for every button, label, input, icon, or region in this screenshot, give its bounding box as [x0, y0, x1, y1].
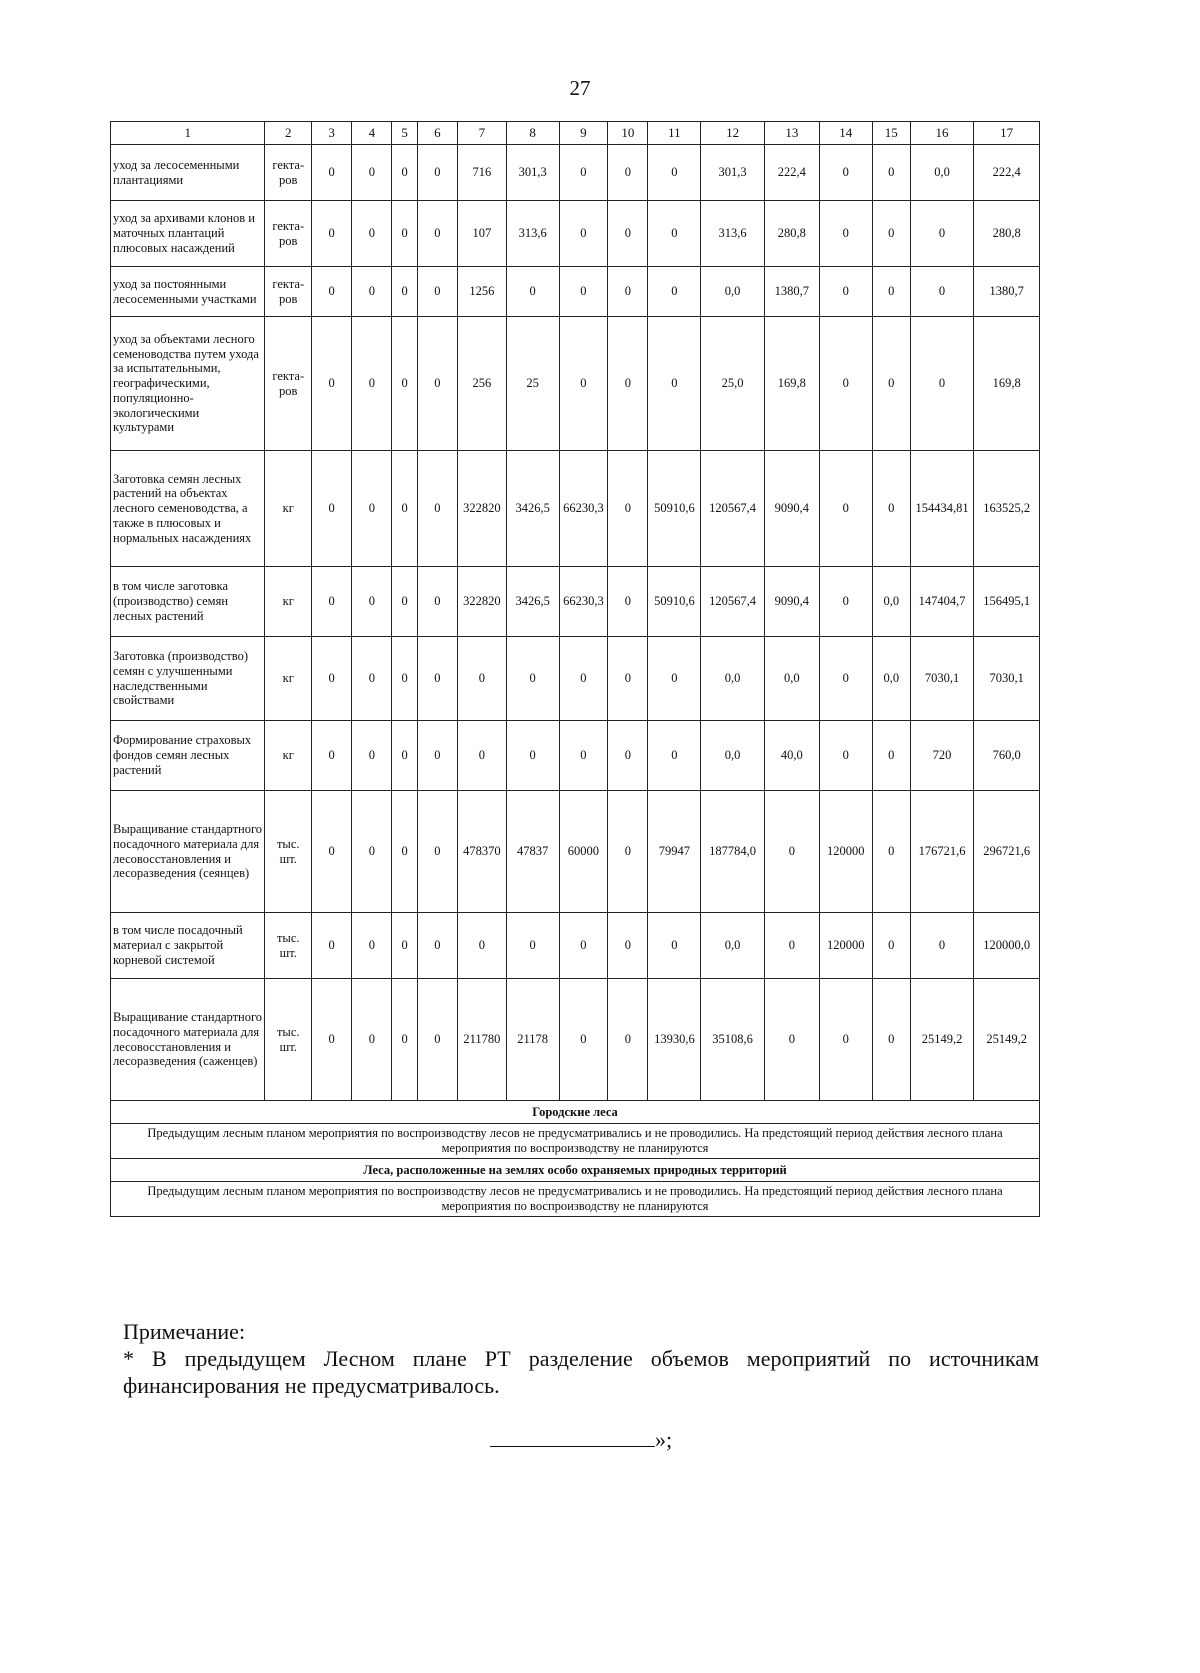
value-cell: 0	[312, 145, 352, 201]
value-cell: 0	[392, 317, 417, 451]
value-cell: 0,0	[872, 637, 910, 721]
value-cell: 222,4	[974, 145, 1040, 201]
header-cell: 17	[974, 122, 1040, 145]
value-cell: 313,6	[701, 201, 764, 267]
section-title-row-urban	[111, 1101, 1040, 1124]
unit-cell: гекта-ров	[265, 267, 312, 317]
unit-cell: тыс. шт.	[265, 979, 312, 1101]
section-note: Предыдущим лесным планом мероприятия по воспроизводству лесов не предусматривались и не проводились. На предстоящий период действия лесного плана мероприятия по воспроизводству не планируются	[111, 1124, 1040, 1159]
closing-mark	[490, 1427, 672, 1453]
value-cell: 0	[648, 721, 701, 791]
value-cell: 0	[648, 201, 701, 267]
value-cell: 0	[506, 913, 559, 979]
value-cell: 0	[458, 721, 507, 791]
value-cell: 0	[417, 721, 457, 791]
header-cell: 16	[910, 122, 973, 145]
value-cell: 50910,6	[648, 567, 701, 637]
table-row	[111, 145, 1040, 201]
value-cell: 35108,6	[701, 979, 764, 1101]
value-cell: 0	[559, 317, 608, 451]
value-cell: 0	[872, 145, 910, 201]
value-cell: 0	[417, 791, 457, 913]
value-cell: 0	[312, 317, 352, 451]
header-cell: 10	[608, 122, 648, 145]
value-cell: 0	[392, 145, 417, 201]
header-cell: 2	[265, 122, 312, 145]
value-cell: 0	[608, 979, 648, 1101]
value-cell: 0	[506, 637, 559, 721]
value-cell: 0	[648, 637, 701, 721]
value-cell: 1380,7	[764, 267, 819, 317]
value-cell: 0	[312, 637, 352, 721]
value-cell: 0	[559, 201, 608, 267]
value-cell: 0	[312, 979, 352, 1101]
header-cell: 4	[352, 122, 392, 145]
value-cell: 760,0	[974, 721, 1040, 791]
reforestation-table	[110, 121, 1040, 1217]
value-cell: 0	[910, 317, 973, 451]
value-cell: 0	[352, 721, 392, 791]
value-cell: 25149,2	[974, 979, 1040, 1101]
value-cell: 716	[458, 145, 507, 201]
value-cell: 3426,5	[506, 567, 559, 637]
value-cell: 0	[872, 451, 910, 567]
activity-name-cell: уход за постоянными лесосеменными участками	[111, 267, 265, 317]
table-header-row	[111, 122, 1040, 145]
value-cell: 0,0	[701, 913, 764, 979]
value-cell: 0	[608, 317, 648, 451]
value-cell: 169,8	[974, 317, 1040, 451]
value-cell: 0	[648, 913, 701, 979]
value-cell: 0,0	[701, 721, 764, 791]
value-cell: 0	[648, 317, 701, 451]
value-cell: 7030,1	[910, 637, 973, 721]
value-cell: 66230,3	[559, 451, 608, 567]
table-row	[111, 451, 1040, 567]
value-cell: 9090,4	[764, 567, 819, 637]
value-cell: 0	[352, 145, 392, 201]
footnote-title: Примечание:	[123, 1319, 246, 1344]
value-cell: 0	[819, 721, 872, 791]
value-cell: 120000	[819, 791, 872, 913]
section-title-row-protected	[111, 1159, 1040, 1182]
header-cell: 11	[648, 122, 701, 145]
value-cell: 60000	[559, 791, 608, 913]
value-cell: 0	[910, 913, 973, 979]
value-cell: 0,0	[764, 637, 819, 721]
value-cell: 0	[608, 201, 648, 267]
closing-quote: »;	[655, 1427, 673, 1452]
value-cell: 0	[819, 979, 872, 1101]
value-cell: 0	[819, 317, 872, 451]
value-cell: 0	[648, 145, 701, 201]
value-cell: 478370	[458, 791, 507, 913]
table-row	[111, 201, 1040, 267]
value-cell: 0	[352, 451, 392, 567]
value-cell: 40,0	[764, 721, 819, 791]
value-cell: 0	[872, 201, 910, 267]
value-cell: 0	[352, 637, 392, 721]
table-row	[111, 267, 1040, 317]
value-cell: 0	[608, 451, 648, 567]
activity-name-cell: Заготовка семян лесных растений на объектах лесного семеноводства, а также в плюсовых и нормальных насаждениях	[111, 451, 265, 567]
value-cell: 322820	[458, 567, 507, 637]
value-cell: 0	[352, 267, 392, 317]
value-cell: 256	[458, 317, 507, 451]
activity-name-cell: Заготовка (производство) семян с улучшенными наследственными свойствами	[111, 637, 265, 721]
activity-name-cell: Выращивание стандартного посадочного материала для лесовосстановления и лесоразведения (сеянцев)	[111, 791, 265, 913]
value-cell: 0	[392, 201, 417, 267]
header-cell: 8	[506, 122, 559, 145]
section-note-row-urban	[111, 1124, 1040, 1159]
value-cell: 296721,6	[974, 791, 1040, 913]
value-cell: 154434,81	[910, 451, 973, 567]
header-cell: 9	[559, 122, 608, 145]
value-cell: 0	[559, 145, 608, 201]
value-cell: 156495,1	[974, 567, 1040, 637]
section-title: Городские леса	[111, 1101, 1040, 1124]
value-cell: 0	[458, 637, 507, 721]
value-cell: 0	[392, 267, 417, 317]
section-title: Леса, расположенные на землях особо охраняемых природных территорий	[111, 1159, 1040, 1182]
value-cell: 0	[352, 979, 392, 1101]
value-cell: 0	[648, 267, 701, 317]
value-cell: 322820	[458, 451, 507, 567]
table-row	[111, 979, 1040, 1101]
activity-name-cell: в том числе заготовка (производство) семян лесных растений	[111, 567, 265, 637]
value-cell: 0	[352, 317, 392, 451]
section-note-row-protected	[111, 1182, 1040, 1217]
value-cell: 0	[312, 201, 352, 267]
value-cell: 9090,4	[764, 451, 819, 567]
value-cell: 50910,6	[648, 451, 701, 567]
value-cell: 0,0	[872, 567, 910, 637]
value-cell: 301,3	[701, 145, 764, 201]
value-cell: 0	[312, 913, 352, 979]
value-cell: 313,6	[506, 201, 559, 267]
value-cell: 25,0	[701, 317, 764, 451]
value-cell: 0	[872, 317, 910, 451]
header-cell: 13	[764, 122, 819, 145]
value-cell: 120000,0	[974, 913, 1040, 979]
value-cell: 0	[392, 979, 417, 1101]
value-cell: 0	[819, 451, 872, 567]
header-cell: 3	[312, 122, 352, 145]
value-cell: 0	[312, 567, 352, 637]
activity-name-cell: Формирование страховых фондов семян лесных растений	[111, 721, 265, 791]
value-cell: 0	[764, 791, 819, 913]
header-cell: 6	[417, 122, 457, 145]
value-cell: 0	[417, 451, 457, 567]
value-cell: 120000	[819, 913, 872, 979]
value-cell: 0	[392, 637, 417, 721]
value-cell: 107	[458, 201, 507, 267]
value-cell: 0	[312, 791, 352, 913]
header-cell: 1	[111, 122, 265, 145]
value-cell: 301,3	[506, 145, 559, 201]
value-cell: 0	[392, 567, 417, 637]
value-cell: 0	[608, 791, 648, 913]
value-cell: 0	[608, 145, 648, 201]
header-cell: 7	[458, 122, 507, 145]
unit-cell: кг	[265, 451, 312, 567]
table-row	[111, 317, 1040, 451]
table-row	[111, 913, 1040, 979]
value-cell: 0	[872, 791, 910, 913]
value-cell: 120567,4	[701, 451, 764, 567]
value-cell: 13930,6	[648, 979, 701, 1101]
value-cell: 0	[910, 201, 973, 267]
unit-cell: гекта-ров	[265, 201, 312, 267]
value-cell: 0	[819, 201, 872, 267]
value-cell: 25149,2	[910, 979, 973, 1101]
value-cell: 0	[392, 721, 417, 791]
unit-cell: тыс. шт.	[265, 791, 312, 913]
activity-name-cell: в том числе посадочный материал с закрытой корневой системой	[111, 913, 265, 979]
table-row	[111, 637, 1040, 721]
value-cell: 0	[872, 267, 910, 317]
value-cell: 21178	[506, 979, 559, 1101]
value-cell: 66230,3	[559, 567, 608, 637]
value-cell: 720	[910, 721, 973, 791]
value-cell: 0	[417, 913, 457, 979]
value-cell: 0	[872, 979, 910, 1101]
footnote	[123, 1318, 1039, 1399]
value-cell: 0	[872, 721, 910, 791]
header-cell: 5	[392, 122, 417, 145]
unit-cell: кг	[265, 637, 312, 721]
header-cell: 15	[872, 122, 910, 145]
value-cell: 0	[608, 913, 648, 979]
value-cell: 280,8	[764, 201, 819, 267]
value-cell: 0	[417, 267, 457, 317]
value-cell: 0	[417, 567, 457, 637]
value-cell: 176721,6	[910, 791, 973, 913]
value-cell: 0	[872, 913, 910, 979]
value-cell: 0	[417, 637, 457, 721]
unit-cell: кг	[265, 721, 312, 791]
value-cell: 0	[819, 567, 872, 637]
value-cell: 0	[392, 791, 417, 913]
value-cell: 280,8	[974, 201, 1040, 267]
value-cell: 0	[764, 913, 819, 979]
value-cell: 0	[312, 721, 352, 791]
value-cell: 0	[608, 721, 648, 791]
value-cell: 0	[819, 145, 872, 201]
activity-name-cell: уход за объектами лесного семеноводства путем ухода за испытательными, географическими, популяционно-экологическими культурами	[111, 317, 265, 451]
value-cell: 0	[417, 201, 457, 267]
unit-cell: тыс. шт.	[265, 913, 312, 979]
activity-name-cell: уход за архивами клонов и маточных плантаций плюсовых насаждений	[111, 201, 265, 267]
value-cell: 0	[352, 913, 392, 979]
value-cell: 147404,7	[910, 567, 973, 637]
value-cell: 0	[506, 721, 559, 791]
value-cell: 1256	[458, 267, 507, 317]
value-cell: 211780	[458, 979, 507, 1101]
value-cell: 0,0	[701, 267, 764, 317]
value-cell: 25	[506, 317, 559, 451]
value-cell: 0	[559, 979, 608, 1101]
activity-name-cell: Выращивание стандартного посадочного материала для лесовосстановления и лесоразведения (саженцев)	[111, 979, 265, 1101]
value-cell: 47837	[506, 791, 559, 913]
value-cell: 0	[352, 791, 392, 913]
value-cell: 0,0	[701, 637, 764, 721]
value-cell: 0	[559, 267, 608, 317]
value-cell: 169,8	[764, 317, 819, 451]
header-cell: 12	[701, 122, 764, 145]
value-cell: 0	[608, 637, 648, 721]
value-cell: 1380,7	[974, 267, 1040, 317]
value-cell: 0	[559, 637, 608, 721]
activity-name-cell: уход за лесосеменными плантациями	[111, 145, 265, 201]
table-row	[111, 567, 1040, 637]
table-row	[111, 791, 1040, 913]
value-cell: 0	[608, 567, 648, 637]
page-number: 27	[569, 76, 591, 100]
unit-cell: гекта-ров	[265, 145, 312, 201]
header-cell: 14	[819, 122, 872, 145]
value-cell: 0	[392, 913, 417, 979]
value-cell: 0	[608, 267, 648, 317]
signature-line	[490, 1446, 655, 1447]
value-cell: 0	[352, 567, 392, 637]
value-cell: 0	[506, 267, 559, 317]
value-cell: 163525,2	[974, 451, 1040, 567]
value-cell: 79947	[648, 791, 701, 913]
value-cell: 0,0	[910, 145, 973, 201]
value-cell: 0	[312, 451, 352, 567]
unit-cell: гекта-ров	[265, 317, 312, 451]
value-cell: 7030,1	[974, 637, 1040, 721]
value-cell: 222,4	[764, 145, 819, 201]
value-cell: 0	[910, 267, 973, 317]
value-cell: 0	[819, 637, 872, 721]
value-cell: 0	[559, 913, 608, 979]
value-cell: 0	[819, 267, 872, 317]
value-cell: 0	[312, 267, 352, 317]
value-cell: 0	[417, 317, 457, 451]
value-cell: 0	[417, 145, 457, 201]
value-cell: 0	[417, 979, 457, 1101]
value-cell: 0	[392, 451, 417, 567]
value-cell: 120567,4	[701, 567, 764, 637]
value-cell: 187784,0	[701, 791, 764, 913]
value-cell: 0	[764, 979, 819, 1101]
value-cell: 0	[458, 913, 507, 979]
footnote-text: * В предыдущем Лесном плане РТ разделение объемов мероприятий по источникам финансирования не предусматривалось.	[123, 1346, 1039, 1398]
unit-cell: кг	[265, 567, 312, 637]
value-cell: 0	[559, 721, 608, 791]
value-cell: 0	[352, 201, 392, 267]
value-cell: 3426,5	[506, 451, 559, 567]
table-row	[111, 721, 1040, 791]
section-note: Предыдущим лесным планом мероприятия по воспроизводству лесов не предусматривались и не проводились. На предстоящий период действия лесного плана мероприятия по воспроизводству не планируются	[111, 1182, 1040, 1217]
